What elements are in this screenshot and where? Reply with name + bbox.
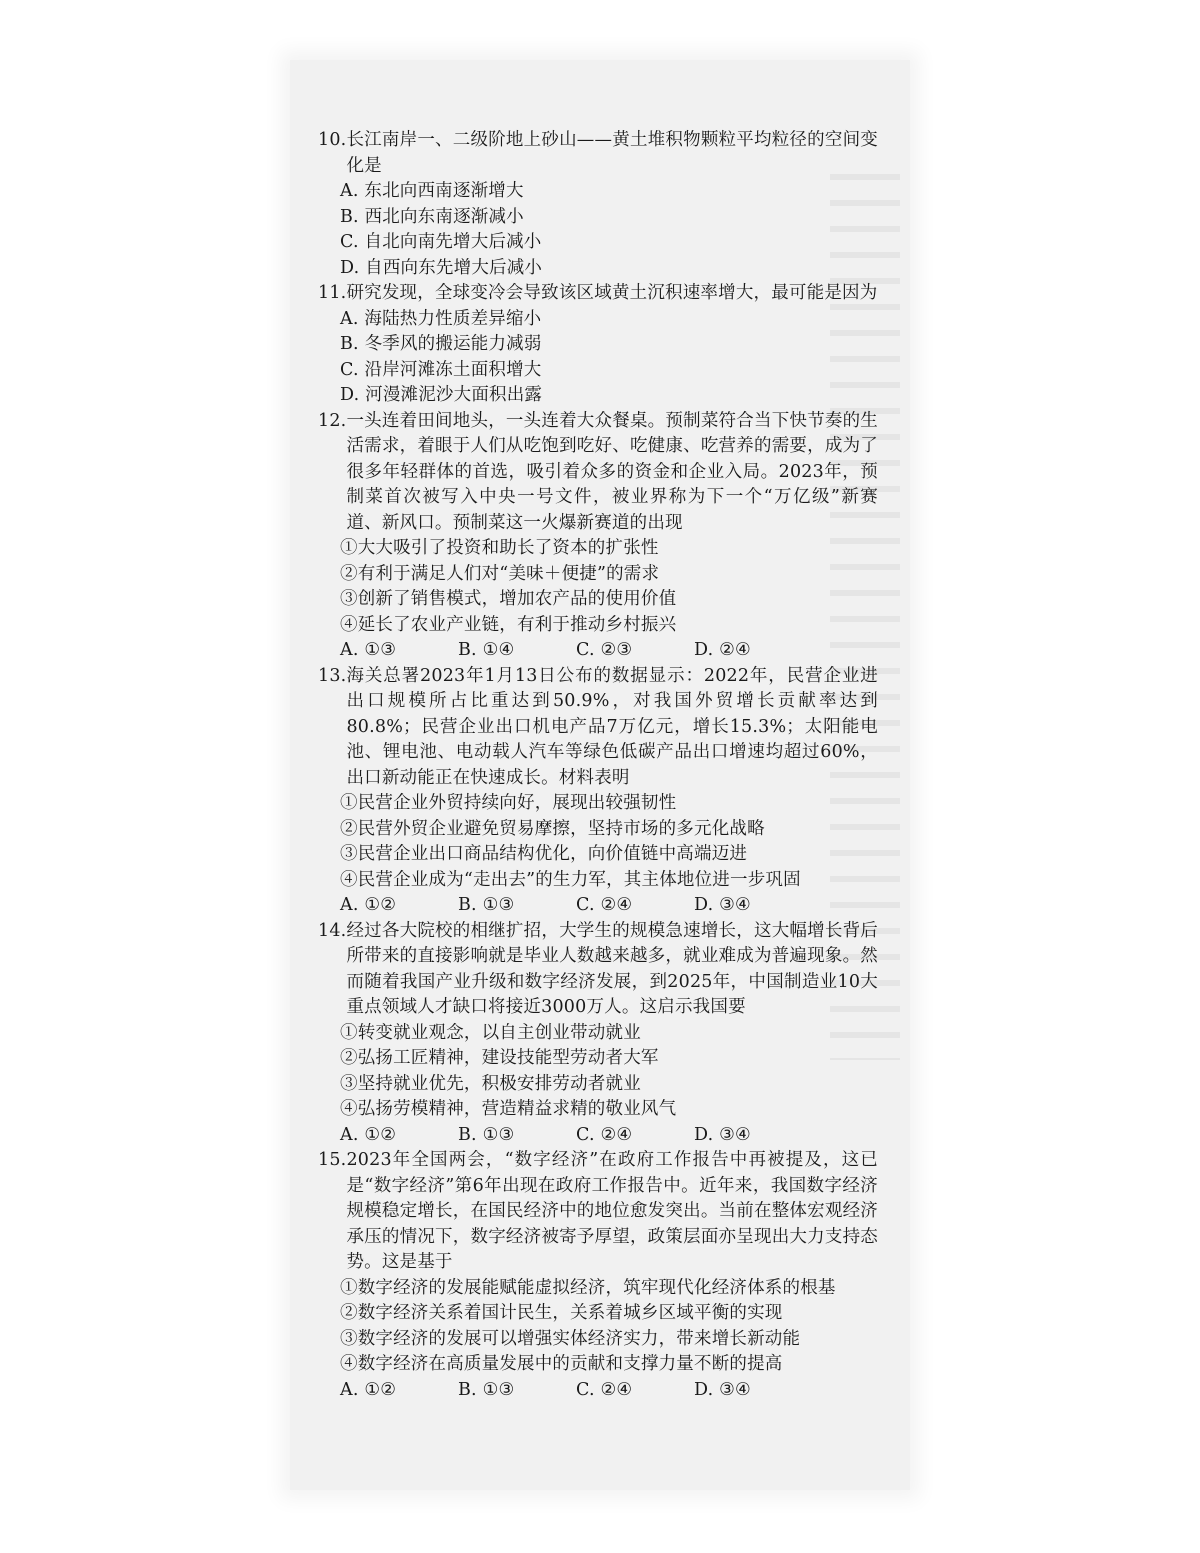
- statement-2: ②民营外贸企业避免贸易摩擦，坚持市场的多元化战略: [340, 818, 765, 839]
- choice-c: C. ②④: [576, 895, 633, 915]
- choice-d: D. ③④: [694, 895, 751, 915]
- answer-choices: [318, 893, 878, 919]
- statement-3: ③数字经济的发展可以增强实体经济实力，带来增长新动能: [340, 1328, 801, 1349]
- question-text: 经过各大院校的相继扩招，大学生的规模急速增长，这大幅增长背后所带来的直接影响就是毕业人数越来越多，就业难成为普遍现象。然而随着我国产业升级和数字经济发展，到2025年，中国制造业10大重点领域人才缺口将接近3000万人。这启示我国要: [346, 920, 878, 1017]
- statement-1: ①大大吸引了投资和助长了资本的扩张性: [340, 538, 659, 558]
- statement-3: ③坚持就业优先，积极安排劳动者就业: [340, 1073, 641, 1094]
- statement-1: ①民营企业外贸持续向好，展现出较强韧性: [340, 793, 677, 813]
- question-stem: [318, 664, 878, 792]
- option-c: C. 自北向南先增大后减小: [340, 232, 542, 252]
- statement-4: ④民营企业成为“走出去”的生力军，其主体地位进一步巩固: [340, 869, 801, 890]
- choice-c: C. ②④: [576, 1124, 633, 1145]
- statement-1: ①数字经济的发展能赋能虚拟经济，筑牢现代化经济体系的根基: [340, 1277, 836, 1298]
- option-b: B. 冬季风的搬运能力减弱: [340, 334, 542, 354]
- question-number: 14.: [318, 920, 347, 941]
- answer-choices: [318, 1123, 878, 1149]
- choice-a: A. ①②: [340, 1124, 397, 1145]
- question-number: 12.: [318, 410, 347, 431]
- choice-c: C. ②④: [576, 1379, 633, 1400]
- question-number: 10.: [318, 130, 347, 150]
- statement-4: ④弘扬劳模精神，营造精益求精的敬业风气: [340, 1099, 677, 1119]
- question-number: 15.: [318, 1150, 347, 1170]
- question-stem: [318, 409, 878, 537]
- question-text: 2023年全国两会，“数字经济”在政府工作报告中再被提及，这已是“数字经济”第6年出现在政府工作报告中。近年来，我国数字经济规模稳定增长，在国民经济中的地位愈发突出。当前在整体宏观经济承压的情况下，数字经济被寄予厚望，政策层面亦呈现出大力支持态势。这是基于: [346, 1150, 878, 1272]
- question-13: [318, 664, 878, 919]
- question-text: 研究发现，全球变冷会导致该区域黄土沉积速率增大，最可能是因为: [346, 283, 878, 303]
- option-a: A. 东北向西南逐渐增大: [340, 181, 524, 201]
- choice-d: D. ②④: [694, 640, 751, 660]
- answer-choices: [318, 638, 878, 664]
- statement-1: ①转变就业观念，以自主创业带动就业: [340, 1022, 641, 1043]
- option-a: A. 海陆热力性质差异缩小: [340, 308, 542, 329]
- statement-3: ③民营企业出口商品结构优化，向价值链中高端迈进: [340, 844, 748, 864]
- option-b: B. 西北向东南逐渐减小: [340, 206, 524, 227]
- choice-b: B. ①③: [458, 1379, 515, 1400]
- question-number: 11.: [318, 283, 347, 303]
- question-text: 海关总署2023年1月13日公布的数据显示：2022年，民营企业进出口规模所占比重达到50.9%，对我国外贸增长贡献率达到80.8%；民营企业出口机电产品7万亿元，增长15.3%；太阳能电池、锂电池、电动载人汽车等绿色低碳产品出口增速均超过60%，出口新动能正在快速成长。材料表明: [346, 665, 878, 788]
- question-text: 一头连着田间地头，一头连着大众餐桌。预制菜符合当下快节奏的生活需求，着眼于人们从吃饱到吃好、吃健康、吃营养的需要，成为了很多年轻群体的首选，吸引着众多的资金和企业入局。2023年，预制菜首次被写入中央一号文件，被业界称为下一个“万亿级”新赛道、新风口。预制菜这一火爆新赛道的出现: [346, 410, 878, 533]
- option-d: D. 河漫滩泥沙大面积出露: [340, 385, 543, 405]
- statement-4: ④延长了农业产业链，有利于推动乡村振兴: [340, 614, 677, 635]
- question-10: [318, 128, 878, 281]
- statement-2: ②有利于满足人们对“美味＋便捷”的需求: [340, 563, 660, 584]
- choice-a: A. ①③: [340, 640, 397, 660]
- statement-2: ②数字经济关系着国计民生，关系着城乡区域平衡的实现: [340, 1303, 783, 1323]
- question-12: [318, 409, 878, 664]
- choice-b: B. ①③: [458, 1124, 515, 1145]
- choice-a: A. ①②: [340, 1379, 397, 1400]
- question-text: 长江南岸一、二级阶地上砂山——黄土堆积物颗粒平均粒径的空间变化是: [346, 130, 878, 176]
- question-15: [318, 1148, 878, 1403]
- question-stem: [318, 919, 878, 1021]
- choice-c: C. ②③: [576, 640, 633, 660]
- exam-questions: [318, 128, 878, 1403]
- choice-b: B. ①③: [458, 895, 515, 915]
- question-number: 13.: [318, 665, 347, 686]
- question-11: [318, 281, 878, 409]
- option-c: C. 沿岸河滩冻土面积增大: [340, 359, 542, 380]
- choice-b: B. ①④: [458, 640, 515, 660]
- statement-4: ④数字经济在高质量发展中的贡献和支撑力量不断的提高: [340, 1354, 783, 1374]
- question-stem: [318, 128, 878, 179]
- option-d: D. 自西向东先增大后减小: [340, 257, 543, 278]
- choice-a: A. ①②: [340, 895, 397, 915]
- choice-d: D. ③④: [694, 1124, 751, 1145]
- statement-2: ②弘扬工匠精神，建设技能型劳动者大军: [340, 1048, 659, 1068]
- statement-3: ③创新了销售模式，增加农产品的使用价值: [340, 589, 677, 609]
- question-14: [318, 919, 878, 1149]
- question-stem: [318, 281, 878, 307]
- question-stem: [318, 1148, 878, 1276]
- choice-d: D. ③④: [694, 1379, 751, 1400]
- answer-choices: [318, 1378, 878, 1404]
